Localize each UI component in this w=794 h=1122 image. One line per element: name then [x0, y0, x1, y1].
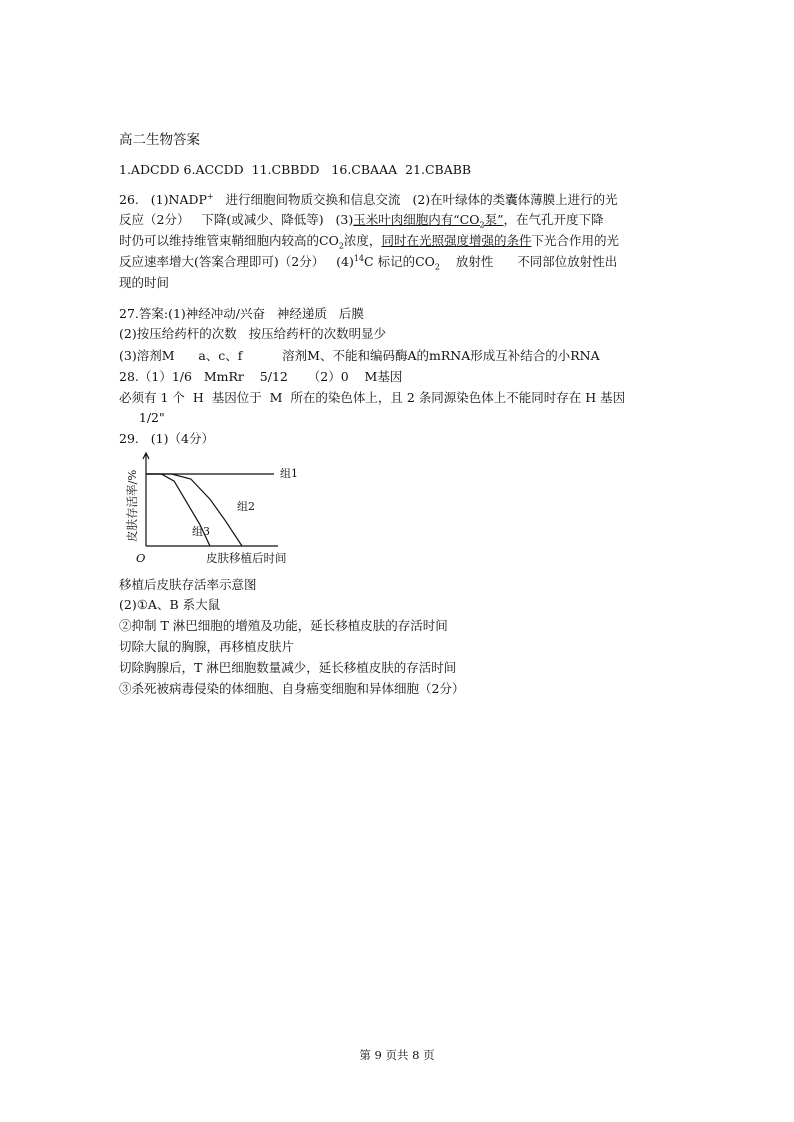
chart-svg — [122, 450, 312, 578]
document-title: 高二生物答案 — [119, 132, 200, 148]
q29-line-b: ②抑制 T 淋巴细胞的增殖及功能，延长移植皮肤的存活时间 — [119, 618, 448, 633]
series-label-2: 组2 — [237, 500, 255, 513]
choice-answers: 1.ADCDD 6.ACCDD 11.CBBDD 16.CBAAA 21.CBABB — [119, 162, 472, 177]
q26-text: 玉米叶肉细胞内有“CO — [353, 212, 480, 227]
q26-text: C 标记的CO — [364, 254, 435, 269]
q26-text: 浓度， — [343, 233, 382, 248]
q26-line-4 — [119, 254, 617, 270]
q28-line-2: 必须有 1 个 H 基因位于 M 所在的染色体上，且 2 条同源染色体上不能同时存在 H 基因 — [119, 390, 626, 405]
q26-line-2 — [119, 212, 603, 228]
q26-underlined — [353, 212, 504, 230]
q26-text: 反应速率增大(答案合理即可)（2分） (4) — [119, 254, 354, 269]
q26-underlined: 同时在光照强度增强的条件 — [381, 233, 532, 248]
series-label-3: 组3 — [192, 525, 210, 538]
chart-caption: 移植后皮肤存活率示意图 — [119, 577, 257, 592]
q29-line-c: 切除大鼠的胸腺，再移植皮肤片 — [119, 639, 295, 654]
skin-survival-chart — [122, 450, 312, 578]
q26-text: ，在气孔开度下降 — [503, 212, 604, 227]
superscript: + — [206, 191, 214, 201]
q27-line-2: (2)按压给药杆的次数 按压给药杆的次数明显少 — [119, 326, 387, 341]
subscript: 2 — [434, 262, 440, 272]
y-axis-label: 皮肤存活率/% — [125, 469, 139, 542]
subscript: 2 — [479, 220, 485, 230]
q29-line-d: 切除胸腺后，T 淋巴细胞数量减少，延长移植皮肤的存活时间 — [119, 660, 457, 675]
q26-line-3 — [119, 233, 619, 249]
q26-text: 反应（2分） 下降(或减少、降低等) (3) — [119, 212, 354, 227]
q26-text: 下光合作用的光 — [531, 233, 619, 248]
x-axis-label: 皮肤移植后时间 — [206, 551, 287, 565]
q27-line-3: (3)溶剂M a、c、f 溶剂M、不能和编码酶A的mRNA形成互补结合的小RNA — [119, 348, 600, 363]
q29-line-e: ③杀死被病毒侵染的体细胞、自身癌变细胞和异体细胞（2分） — [119, 681, 465, 696]
page-footer: 第 9 页共 8 页 — [359, 1048, 435, 1062]
subscript: 2 — [338, 241, 344, 251]
q26-text: 进行细胞间物质交换和信息交流 (2)在叶绿体的类囊体薄膜上进行的光 — [213, 192, 618, 207]
q28-line-1: 28.（1）1/6 MmRr 5/12 （2）0 M基因 — [119, 369, 403, 384]
q26-text: 时仍可以维持维管束鞘细胞内较高的CO — [119, 233, 339, 248]
series-label-1: 组1 — [280, 467, 298, 480]
origin-label: O — [136, 551, 146, 565]
q29-line-a: (2)①A、B 系大鼠 — [119, 597, 221, 612]
q26-line-1 — [119, 192, 618, 208]
q26-text: 放射性 不同部位放射性出 — [439, 254, 618, 269]
chart-labels — [125, 467, 298, 565]
q27-line-1: 27.答案:(1)神经冲动/兴奋 神经递质 后膜 — [119, 306, 364, 321]
q26-line-5: 现的时间 — [119, 275, 170, 290]
q26-text: 泵” — [484, 212, 504, 227]
q28-line-3: 1/2" — [119, 410, 165, 425]
q29-heading: 29. (1)（4分） — [119, 431, 214, 446]
superscript: 14 — [353, 253, 365, 263]
q26-text: 26. (1)NADP — [119, 192, 207, 207]
